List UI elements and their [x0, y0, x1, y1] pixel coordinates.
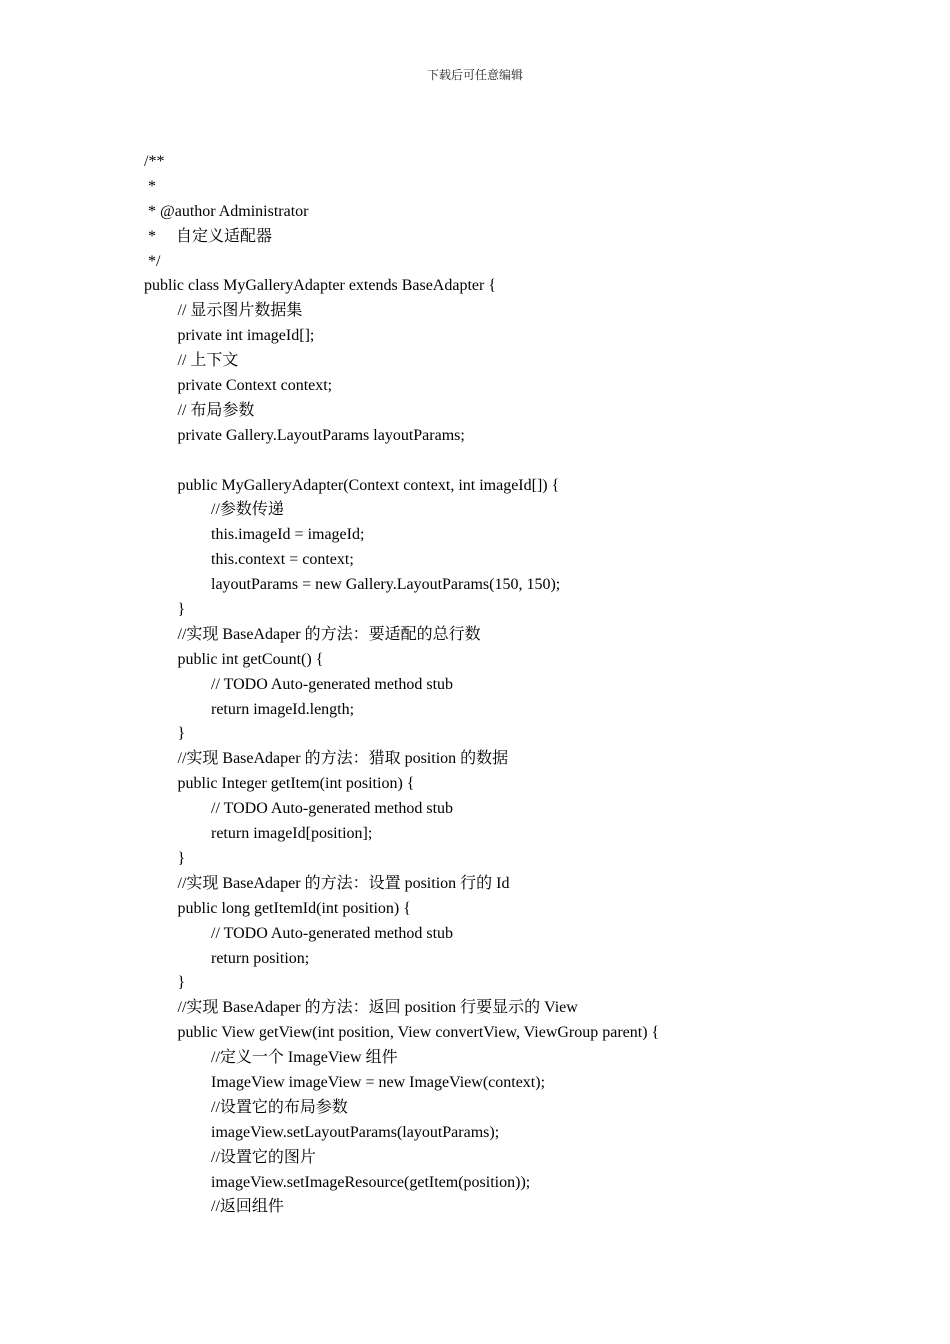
- code-line: private int imageId[];: [177, 327, 315, 345]
- code-line: public MyGalleryAdapter(Context context, int imageId[]) {: [177, 476, 560, 494]
- code-line: }: [177, 849, 186, 867]
- code-line: public View getView(int position, View convertView, ViewGroup parent) {: [177, 1024, 660, 1042]
- code-line: // 上下文: [177, 352, 239, 370]
- code-line: ImageView imageView = new ImageView(context);: [211, 1073, 546, 1091]
- code-line: this.context = context;: [211, 551, 354, 569]
- code-line: return imageId.length;: [211, 700, 355, 718]
- code-line: //实现 BaseAdaper 的方法：返回 position 行要显示的 View: [177, 999, 578, 1017]
- code-line: // TODO Auto-generated method stub: [211, 800, 454, 818]
- code-line: [144, 449, 904, 474]
- code-line: imageView.setImageResource(getItem(position));: [211, 1173, 531, 1191]
- code-line: }: [177, 601, 186, 619]
- code-line: private Context context;: [177, 377, 333, 395]
- code-line: public int getCount() {: [177, 650, 324, 668]
- code-line: //实现 BaseAdaper 的方法：要适配的总行数: [177, 625, 481, 643]
- code-line: imageView.setLayoutParams(layoutParams);: [211, 1123, 500, 1141]
- code-line: /**: [144, 153, 165, 170]
- code-line: this.imageId = imageId;: [211, 526, 365, 544]
- code-line: // TODO Auto-generated method stub: [211, 675, 454, 693]
- code-line: //实现 BaseAdaper 的方法：设置 position 行的 Id: [177, 874, 510, 892]
- code-line: public long getItemId(int position) {: [177, 899, 411, 917]
- code-line: public class MyGalleryAdapter extends BaseAdapter {: [144, 277, 497, 295]
- code-line: return position;: [211, 949, 310, 967]
- code-line: * @author Administrator: [144, 202, 309, 220]
- code-line: //设置它的布局参数: [211, 1098, 348, 1116]
- code-line: }: [177, 725, 186, 743]
- code-line: //设置它的图片: [211, 1148, 316, 1166]
- code-line: //返回组件: [211, 1198, 284, 1216]
- code-line: private Gallery.LayoutParams layoutParams;: [177, 426, 465, 444]
- code-line: }: [177, 974, 186, 992]
- code-line: *: [144, 177, 156, 195]
- code-line: layoutParams = new Gallery.LayoutParams(150, 150);: [211, 576, 561, 594]
- code-line: * 自定义适配器: [144, 227, 273, 245]
- code-listing: [144, 150, 904, 1220]
- page-header: 下载后可任意编辑: [426, 68, 523, 82]
- code-line: //实现 BaseAdaper 的方法：猎取 position 的数据: [177, 750, 509, 768]
- code-line: // TODO Auto-generated method stub: [211, 924, 454, 942]
- code-line: //定义一个 ImageView 组件: [211, 1049, 398, 1067]
- code-line: // 布局参数: [177, 401, 255, 419]
- code-line: */: [144, 252, 161, 270]
- code-line: // 显示图片数据集: [177, 302, 303, 320]
- code-line: //参数传递: [211, 501, 284, 519]
- code-line: public Integer getItem(int position) {: [177, 775, 415, 793]
- code-line: return imageId[position];: [211, 825, 373, 843]
